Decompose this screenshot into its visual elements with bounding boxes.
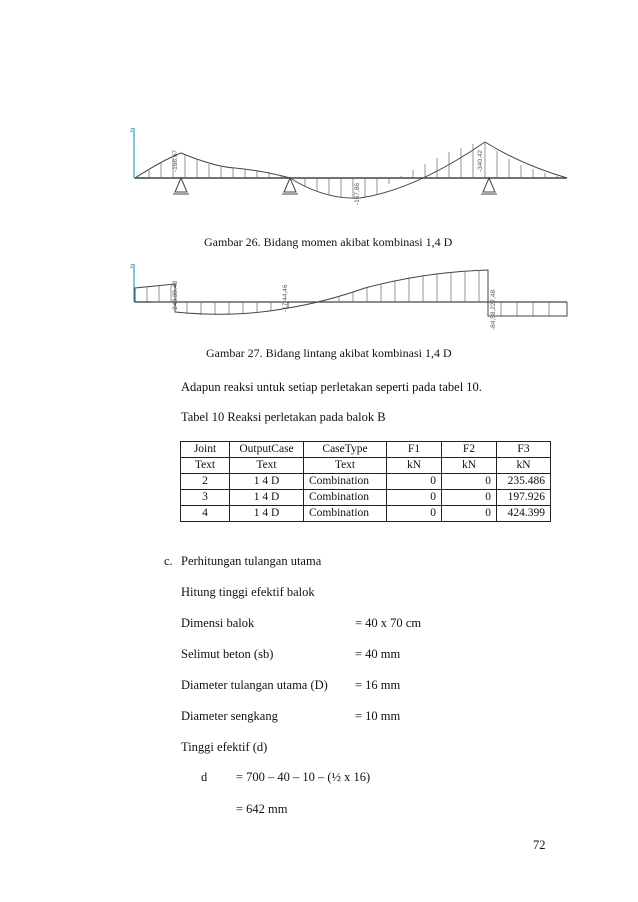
table-row xyxy=(181,506,551,522)
header-joint: Joint xyxy=(181,442,230,458)
unit-cell: kN xyxy=(442,458,497,474)
cell-casetype: Combination xyxy=(304,474,387,490)
cell-joint: 3 xyxy=(181,490,230,506)
cell-f3: 424.399 xyxy=(497,506,551,522)
shear-label-3: -84,58,227,48 xyxy=(490,289,497,330)
cell-f2: 0 xyxy=(442,474,497,490)
svg-text:z: z xyxy=(130,263,134,270)
item-label-main-rebar: Diameter tulangan utama (D) xyxy=(181,678,328,692)
cell-outputcase: 1 4 D xyxy=(230,490,304,506)
figure-27-caption: Gambar 27. Bidang lintang akibat kombinasi 1,4 D xyxy=(206,346,452,360)
cell-casetype: Combination xyxy=(304,490,387,506)
shear-label-2: -17,44,46 xyxy=(282,284,289,312)
reaction-table xyxy=(180,441,551,522)
section-marker: c. xyxy=(164,554,173,568)
cell-f1: 0 xyxy=(387,474,442,490)
header-f1: F1 xyxy=(387,442,442,458)
unit-cell: kN xyxy=(497,458,551,474)
shear-diagram xyxy=(125,258,575,338)
unit-cell: Text xyxy=(181,458,230,474)
cell-outputcase: 1 4 D xyxy=(230,474,304,490)
cell-f1: 0 xyxy=(387,506,442,522)
cell-casetype: Combination xyxy=(304,506,387,522)
item-value-cover: = 40 mm xyxy=(355,647,401,661)
cell-f3: 197.926 xyxy=(497,490,551,506)
header-outputcase: OutputCase xyxy=(230,442,304,458)
header-f2: F2 xyxy=(442,442,497,458)
cell-joint: 2 xyxy=(181,474,230,490)
moment-diagram xyxy=(125,120,575,210)
table-row xyxy=(181,474,551,490)
item-label-cover: Selimut beton (sb) xyxy=(181,647,274,661)
item-label-stirrup: Diameter sengkang xyxy=(181,709,278,723)
item-value-dimension: = 40 x 70 cm xyxy=(355,616,422,630)
cell-f2: 0 xyxy=(442,490,497,506)
unit-cell: Text xyxy=(230,458,304,474)
figure-26-caption: Gambar 26. Bidang momen akibat kombinasi 1,4 D xyxy=(204,235,453,249)
cell-f3: 235.486 xyxy=(497,474,551,490)
section-subtitle: Hitung tinggi efektif balok xyxy=(181,585,315,599)
cell-joint: 4 xyxy=(181,506,230,522)
calc-line-2: = 642 mm xyxy=(236,802,288,816)
moment-label-1: -168,67 xyxy=(172,149,179,172)
intro-paragraph: Adapun reaksi untuk setiap perletakan seperti pada tabel 10. xyxy=(181,380,482,394)
unit-cell: kN xyxy=(387,458,442,474)
cell-f2: 0 xyxy=(442,506,497,522)
table-title: Tabel 10 Reaksi perletakan pada balok B xyxy=(181,410,386,424)
calc-title: Tinggi efektif (d) xyxy=(181,740,268,754)
item-label-dimension: Dimensi balok xyxy=(181,616,255,630)
item-value-main-rebar: = 16 mm xyxy=(355,678,401,692)
table-units-row xyxy=(181,458,551,474)
item-value-stirrup: = 10 mm xyxy=(355,709,401,723)
calc-line-1: = 700 – 40 – 10 – (½ x 16) xyxy=(236,770,371,784)
table-header-row xyxy=(181,442,551,458)
cell-f1: 0 xyxy=(387,490,442,506)
cell-outputcase: 1 4 D xyxy=(230,506,304,522)
unit-cell: Text xyxy=(304,458,387,474)
section-title: Perhitungan tulangan utama xyxy=(181,554,322,568)
calc-symbol: d xyxy=(201,770,208,784)
page-number: 72 xyxy=(533,838,546,852)
header-f3: F3 xyxy=(497,442,551,458)
moment-label-3: -340,42 xyxy=(477,149,484,172)
moment-label-2: -167,86 xyxy=(354,182,361,205)
shear-label-1: -240,39,48 xyxy=(172,280,179,312)
svg-text:z: z xyxy=(130,127,134,134)
table-row xyxy=(181,490,551,506)
header-casetype: CaseType xyxy=(304,442,387,458)
